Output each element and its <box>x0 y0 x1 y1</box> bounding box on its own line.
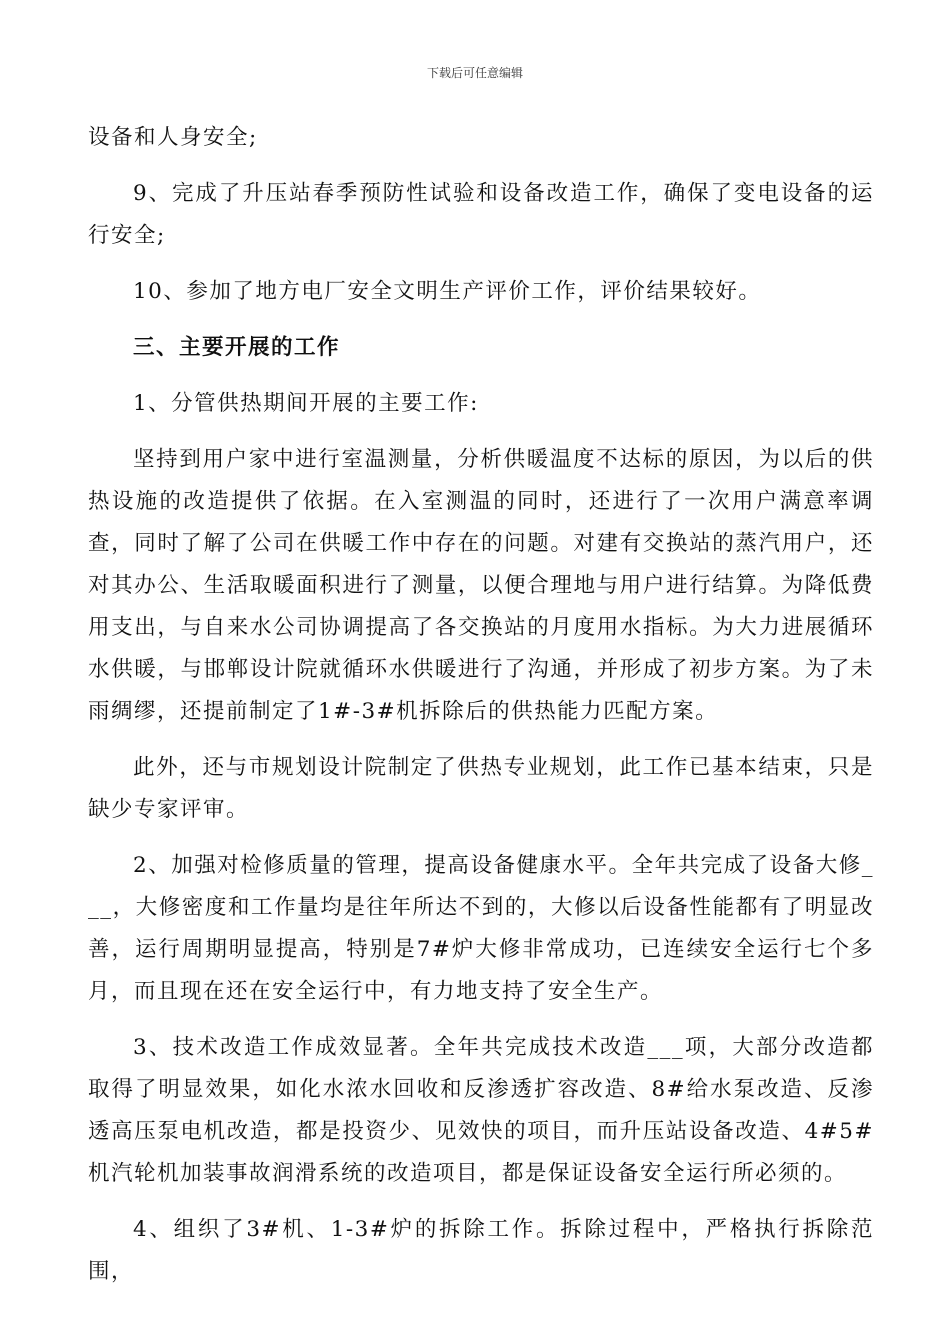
paragraph-heating-work: 坚持到用户家中进行室温测量，分析供暖温度不达标的原因，为以后的供热设施的改造提供了依据。在入室测温的同时，还进行了一次用户满意率调查，同时了解了公司在供暖工作中存在的问题。对建有交换站的蒸汽用户，还对其办公、生活取暖面积进行了测量，以便合理地与用户进行结算。为降低费用支出，与自来水公司协调提高了各交换站的月度用水指标。为大力进展循环水供暖，与邯郸设计院就循环水供暖进行了沟通，并形成了初步方案。为了未雨绸缪，还提前制定了1#-3#机拆除后的供热能力匹配方案。 <box>88 447 874 724</box>
paragraph-overhaul: 2、加强对检修质量的管理，提高设备健康水平。全年共完成了设备大修___，大修密度和工作量均是往年所达不到的，大修以后设备性能都有了明显改善，运行周期明显提高，特别是7#炉大修非常成功，已连续安全运行七个多月，而且现在还在安全运行中，有力地支持了安全生产。 <box>88 853 874 1004</box>
paragraph-continued: 设备和人身安全; <box>88 125 258 150</box>
paragraph-item-10: 10、参加了地方电厂安全文明生产评价工作，评价结果较好。 <box>133 279 762 304</box>
paragraph-item-9: 9、完成了升压站春季预防性试验和设备改造工作，确保了变电设备的运行安全; <box>88 181 874 248</box>
page-header-note: 下载后可任意编辑 <box>426 66 523 80</box>
document-body <box>88 117 874 1293</box>
paragraph-heating-planning: 此外，还与市规划设计院制定了供热专业规划，此工作已基本结束，只是缺少专家评审。 <box>88 755 874 822</box>
section-heading: 三、主要开展的工作 <box>133 335 341 360</box>
subsection-heading-1: 1、分管供热期间开展的主要工作: <box>133 391 479 416</box>
paragraph-tech-upgrade: 3、技术改造工作成效显著。全年共完成技术改造___项，大部分改造都取得了明显效果，如化水浓水回收和反渗透扩容改造、8#给水泵改造、反渗透高压泵电机改造，都是投资少、见效快的项目，而升压站设备改造、4#5#机汽轮机加装事故润滑系统的改造项目，都是保证设备安全运行所必须的。 <box>88 1035 874 1186</box>
paragraph-demolition: 4、组织了3#机、1-3#炉的拆除工作。拆除过程中，严格执行拆除范围， <box>88 1217 874 1284</box>
